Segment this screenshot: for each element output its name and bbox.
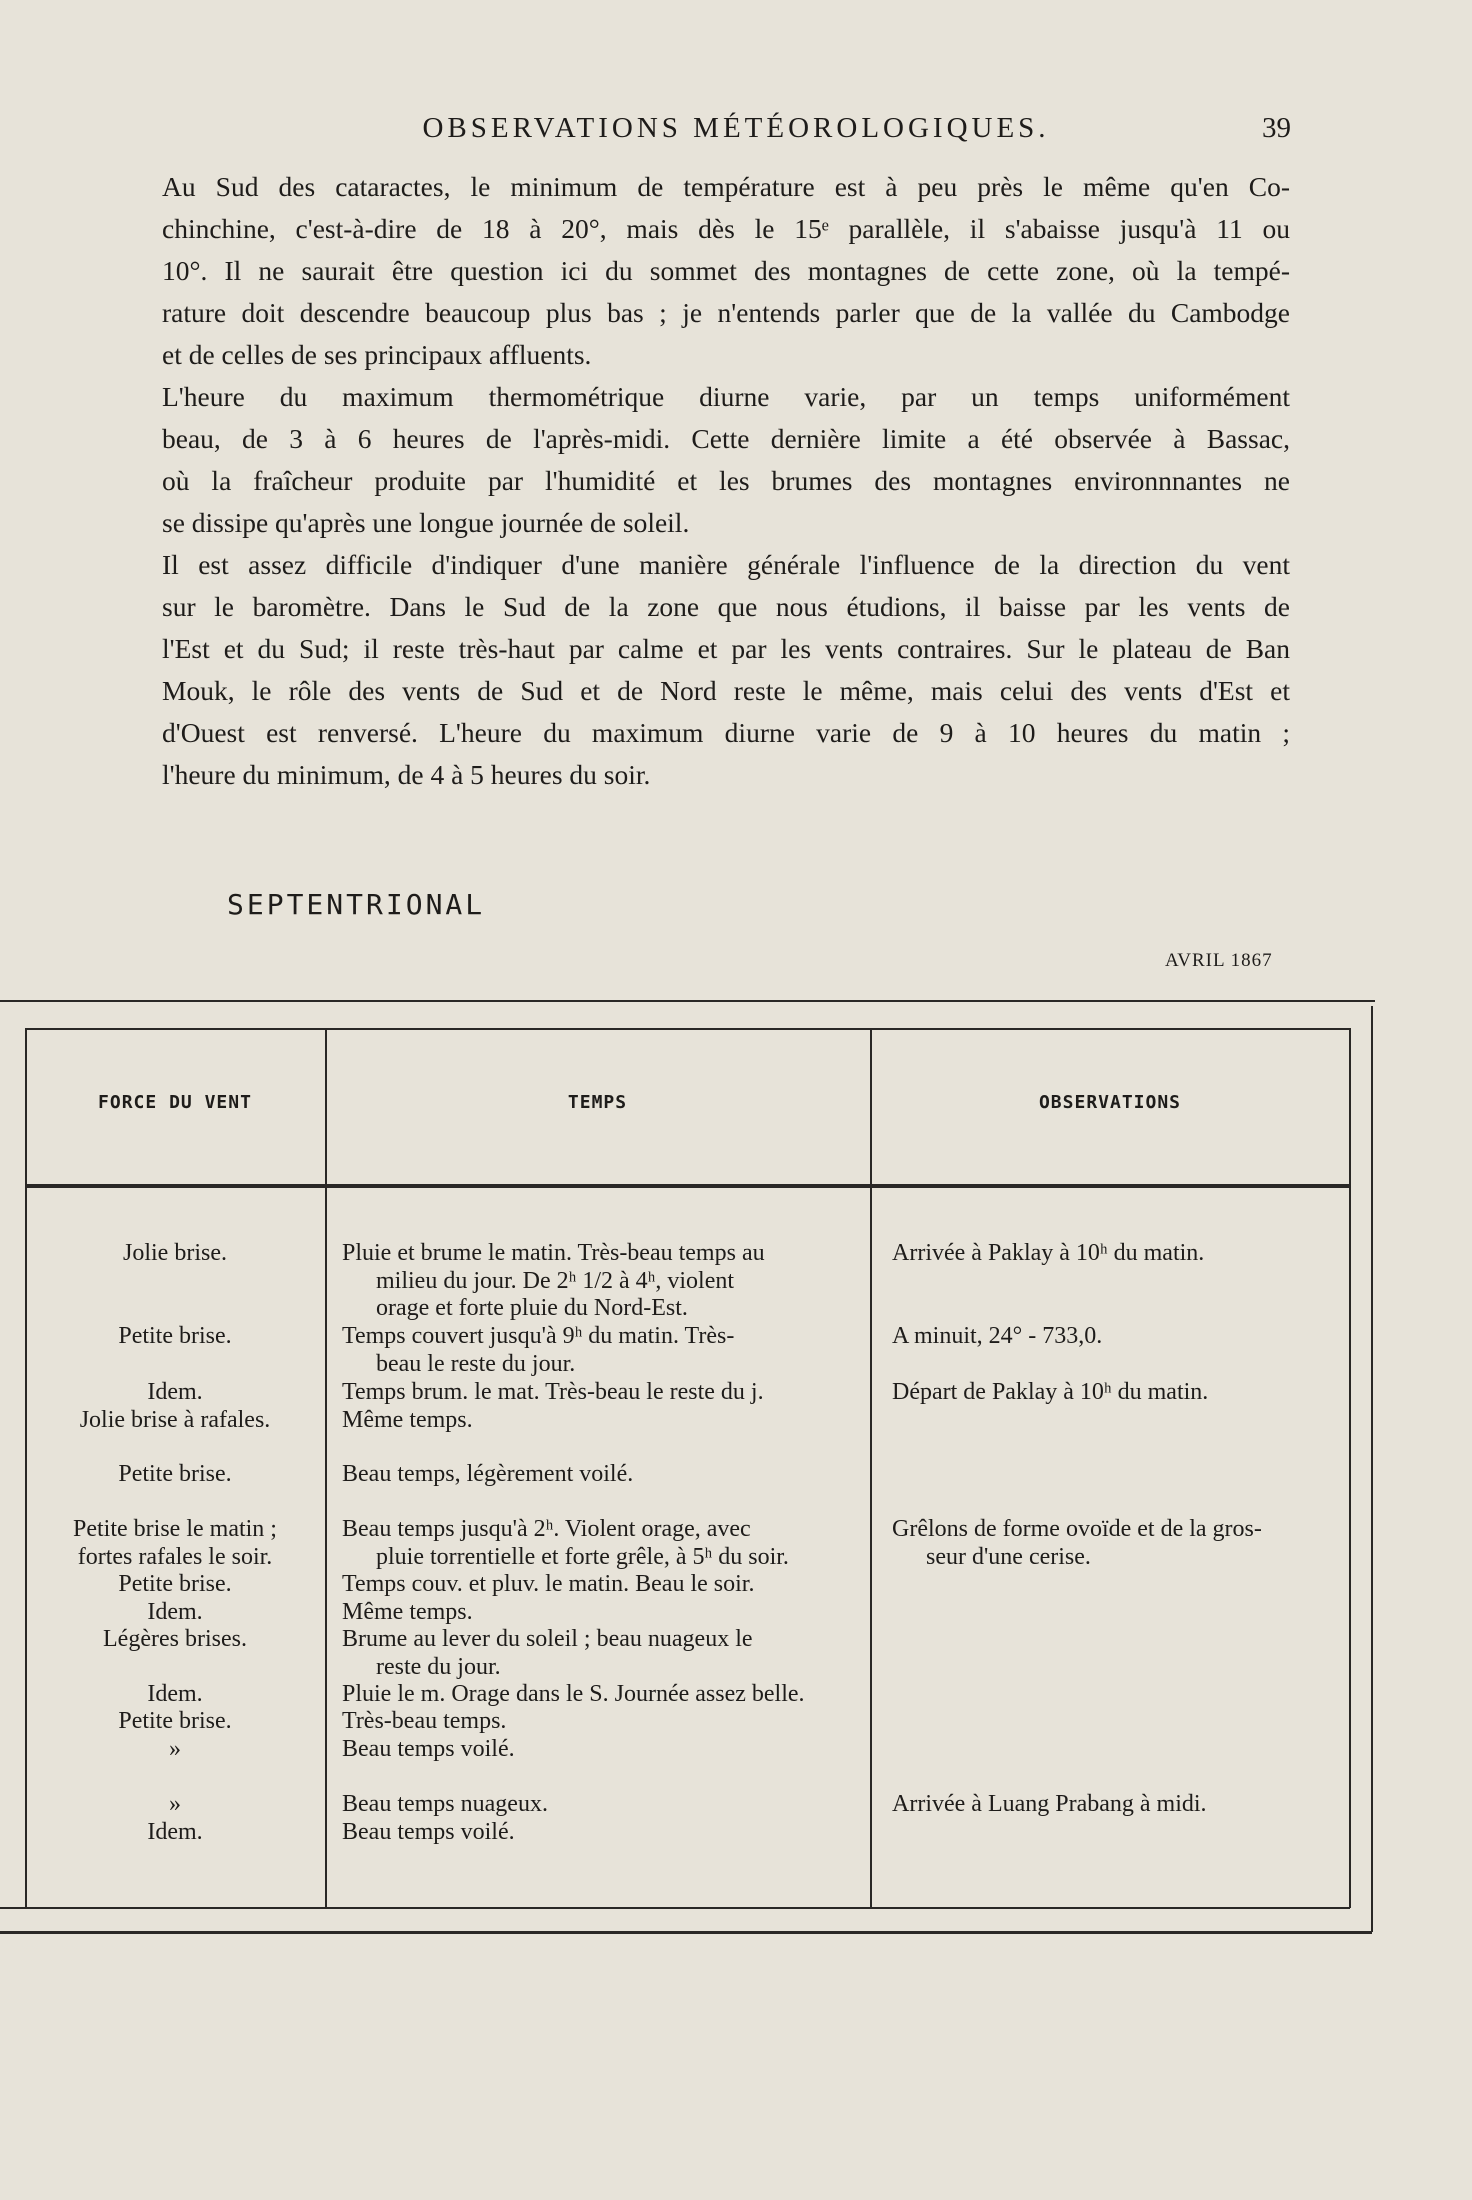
paragraph-line: d'Ouest est renversé. L'heure du maximum diurne varie de 9 à 10 heures du matin ; bbox=[162, 717, 1290, 748]
month-label: AVRIL 1867 bbox=[1165, 950, 1273, 971]
weather-cell: Beau temps, légèrement voilé. bbox=[342, 1461, 634, 1487]
wind-force-cell: Jolie brise. bbox=[123, 1240, 227, 1266]
weather-cell: reste du jour. bbox=[376, 1653, 501, 1680]
weather-cell: milieu du jour. De 2ʰ 1/2 à 4ʰ, violent bbox=[376, 1267, 735, 1294]
paragraph-line: l'heure du minimum, de 4 à 5 heures du soir. bbox=[162, 759, 651, 790]
section-title: SEPTENTRIONAL bbox=[227, 888, 486, 921]
wind-force-cell: Légères brises. bbox=[103, 1626, 247, 1652]
weather-cell: Très-beau temps. bbox=[342, 1708, 507, 1734]
paragraph-line: 10°. Il ne saurait être question ici du sommet des montagnes de cette zone, où la tempé- bbox=[162, 255, 1290, 286]
column-divider bbox=[870, 1028, 872, 1908]
paragraph-line: L'heure du maximum thermométrique diurne varie, par un temps uniformément bbox=[162, 381, 1290, 412]
weather-cell: pluie torrentielle et forte grêle, à 5ʰ du soir. bbox=[376, 1543, 789, 1570]
page-bottom-rule bbox=[0, 1931, 1372, 1934]
wind-force-cell: Petite brise le matin ; bbox=[73, 1516, 277, 1542]
outer-right-rule bbox=[1371, 1006, 1373, 1932]
weather-cell: Pluie et brume le matin. Très-beau temps au bbox=[342, 1240, 765, 1266]
wind-force-cell: fortes rafales le soir. bbox=[77, 1543, 273, 1570]
paragraph-line: se dissipe qu'après une longue journée de soleil. bbox=[162, 507, 690, 538]
column-divider bbox=[325, 1028, 327, 1908]
header-observations: OBSERVATIONS bbox=[1038, 1092, 1182, 1113]
paragraph-line: beau, de 3 à 6 heures de l'après-midi. Cette dernière limite a été observée à Bassac, bbox=[162, 423, 1290, 454]
wind-force-cell: Idem. bbox=[147, 1681, 203, 1707]
observation-cell: seur d'une cerise. bbox=[926, 1543, 1091, 1570]
paragraph-line: Au Sud des cataractes, le minimum de température est à peu près le même qu'en Co- bbox=[162, 171, 1290, 202]
observation-cell: Arrivée à Luang Prabang à midi. bbox=[892, 1791, 1207, 1817]
wind-force-cell: Petite brise. bbox=[118, 1708, 232, 1734]
observation-cell: Grêlons de forme ovoïde et de la gros- bbox=[892, 1516, 1262, 1542]
weather-cell: Beau temps voilé. bbox=[342, 1736, 515, 1762]
page-number: 39 bbox=[1262, 112, 1291, 144]
paragraph-line: Il est assez difficile d'indiquer d'une manière générale l'influence de la direction du vent bbox=[162, 549, 1290, 580]
paragraph-line: chinchine, c'est-à-dire de 18 à 20°, mais dès le 15ᵉ parallèle, il s'abaisse jusqu'à 11 ou bbox=[162, 213, 1290, 244]
weather-cell: beau le reste du jour. bbox=[376, 1350, 576, 1377]
weather-cell: Brume au lever du soleil ; beau nuageux le bbox=[342, 1626, 753, 1652]
wind-force-cell: Petite brise. bbox=[118, 1571, 232, 1597]
running-title: OBSERVATIONS MÉTÉOROLOGIQUES. bbox=[422, 112, 1050, 144]
paragraph-line: l'Est et du Sud; il reste très-haut par calme et par les vents contraires. Sur le plateau de Ban bbox=[162, 633, 1290, 664]
weather-cell: Pluie le m. Orage dans le S. Journée assez belle. bbox=[342, 1681, 805, 1707]
wind-force-cell: Idem. bbox=[147, 1599, 203, 1625]
header-thick-rule bbox=[25, 1184, 1350, 1188]
body-text bbox=[162, 166, 1290, 796]
paragraph-line: Mouk, le rôle des vents de Sud et de Nord reste le même, mais celui des vents d'Est et bbox=[162, 675, 1290, 706]
wind-force-cell: » bbox=[169, 1791, 181, 1817]
weather-cell: orage et forte pluie du Nord-Est. bbox=[376, 1295, 688, 1321]
wind-force-cell: Idem. bbox=[147, 1379, 203, 1405]
observation-cell: A minuit, 24° - 733,0. bbox=[892, 1323, 1103, 1349]
weather-cell: Même temps. bbox=[342, 1599, 473, 1625]
wind-force-cell: » bbox=[169, 1736, 181, 1762]
observation-cell: Arrivée à Paklay à 10ʰ du matin. bbox=[892, 1240, 1205, 1266]
weather-cell: Temps couv. et pluv. le matin. Beau le soir. bbox=[342, 1571, 755, 1597]
weather-cell: Temps couvert jusqu'à 9ʰ du matin. Très- bbox=[342, 1323, 735, 1349]
paragraph-line: et de celles de ses principaux affluents. bbox=[162, 339, 592, 370]
header-force-du-vent: FORCE DU VENT bbox=[98, 1092, 252, 1113]
wind-force-cell: Petite brise. bbox=[118, 1323, 232, 1349]
paragraph-line: où la fraîcheur produite par l'humidité et les brumes des montagnes environnnantes ne bbox=[162, 465, 1290, 496]
weather-cell: Temps brum. le mat. Très-beau le reste du j. bbox=[342, 1379, 764, 1405]
weather-cell: Beau temps voilé. bbox=[342, 1819, 515, 1845]
table-bottom-rule bbox=[0, 1907, 1350, 1909]
table-top-rule bbox=[0, 1000, 1375, 1002]
paragraph-line: sur le baromètre. Dans le Sud de la zone que nous étudions, il baisse par les vents de bbox=[162, 591, 1290, 622]
weather-cell: Même temps. bbox=[342, 1407, 473, 1433]
weather-cell: Beau temps jusqu'à 2ʰ. Violent orage, avec bbox=[342, 1516, 751, 1542]
observation-cell: Départ de Paklay à 10ʰ du matin. bbox=[892, 1379, 1209, 1405]
wind-force-cell: Jolie brise à rafales. bbox=[79, 1407, 271, 1433]
wind-force-cell: Petite brise. bbox=[118, 1461, 232, 1487]
header-temps: TEMPS bbox=[567, 1092, 628, 1113]
table-box-top bbox=[25, 1028, 1350, 1030]
table-right-rule bbox=[1349, 1028, 1351, 1908]
paragraph-line: rature doit descendre beaucoup plus bas ; je n'entends parler que de la vallée du Cambodge bbox=[162, 297, 1290, 328]
wind-force-cell: Idem. bbox=[147, 1819, 203, 1845]
weather-cell: Beau temps nuageux. bbox=[342, 1791, 548, 1817]
